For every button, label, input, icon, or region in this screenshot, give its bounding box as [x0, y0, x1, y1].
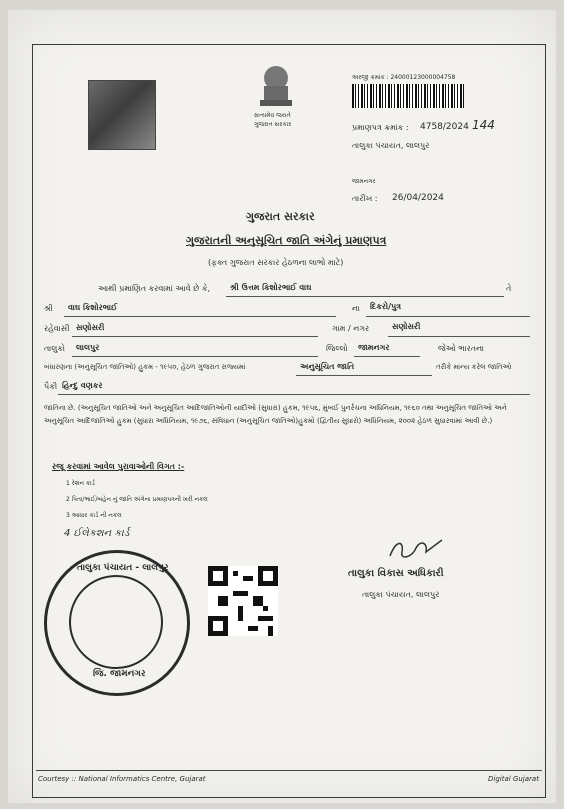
handwritten-suffix: 144 [472, 118, 495, 132]
village: સણોસરી [392, 322, 421, 331]
official-stamp [44, 550, 190, 696]
line3-rule-2 [388, 336, 530, 337]
footer-brand: Digital Gujarat [488, 775, 539, 783]
doc-item-3: 3 આધાર કાર્ડ ની નકલ [66, 512, 122, 519]
stamp-inner-ring [69, 575, 163, 669]
footer-rule [36, 770, 542, 771]
applicant-photo [88, 80, 156, 150]
line2-rule [64, 316, 336, 317]
line3-prefix: રહેવાસી [44, 324, 70, 333]
line1-prefix: આથી પ્રમાણિત કરવામાં આવે છે કે, [98, 284, 211, 293]
line1-suffix: તે [506, 284, 512, 293]
caste-name: હિન્દુ વણકર [62, 381, 103, 390]
line2-rule-2 [366, 316, 530, 317]
taluka: લાલપુર [76, 343, 100, 352]
line4-rule [72, 356, 318, 357]
residence: સણોસરી [76, 323, 105, 332]
legal-paragraph: જાતિના છે. (અનુસૂચિત જાતિઓ અને અનુસૂચિત આદિજાતિઓની યાદીઓ (સુધારા) હુકમ, ૧૯૫૬, મુંબઈ પુનર્રચના અધિનિયમ, ૧૯૬૦ તથા અનુસૂચિત જાતિઓ અને અનુસૂચિત આદિજાતિઓ હુકમ (સુધારા અધિનિયમ, ૧૯૭૬, સંવિધાન (અનુસૂચિત જાતિઓ)હુકમો (દ્વિતીય સુધારો) અધિનિયમ, ૨૦૦૨ હેઠળ સુધારવામાં આવી છે.) [44, 404, 507, 425]
line3-rule [72, 336, 318, 337]
line5-suffix: તરીકે માન્ય કરેલ જાતિઓ [436, 363, 512, 371]
stamp-top-text: તાલુકા પંચાયત - લાલપુર [77, 563, 169, 573]
certificate-no: 4758/2024 [420, 122, 469, 132]
certificate-subtitle: (ફક્ત ગુજરાત સરકાર હેઠળના લાભો માટે) [208, 258, 344, 267]
stamp-bottom-text: જિ. જામનગર [93, 669, 146, 679]
date-label: તારીખ : [352, 194, 378, 203]
docs-heading: રજૂ કરવામાં આવેલ પુરાવાઓની વિગત :- [52, 462, 185, 471]
signatory-title: તાલુકા વિકાસ અધિકારી [348, 568, 444, 579]
line4-mid: જિલ્લો [326, 344, 348, 353]
govt-heading: ગુજરાત સરકાર [246, 210, 315, 223]
line6-prefix: પૈકી [44, 382, 58, 391]
line2-mid: ના [352, 304, 360, 313]
footer-credit: Courtesy :: National Informatics Centre, Gujarat [38, 775, 206, 783]
signatory-office: તાલુકા પંચાયત, લાલપુર [362, 590, 440, 599]
doc-item-2: 2 પિતા/ભાઈ/બહેન નું જાતિ અંગેના પ્રમાણપત્રની ખરી નકલ [66, 496, 208, 503]
certificate-title: ગુજરાતની અનુસૂચિત જાતિ અંગેનું પ્રમાણપત્ર [186, 234, 387, 247]
line6-rule [58, 394, 530, 395]
line4-prefix: તાલુકો [44, 344, 65, 353]
certificate-no-label: પ્રમાણપત્ર ક્રમાંક : [352, 123, 409, 132]
district-value: જામનગર [358, 343, 390, 352]
line1-rule [226, 296, 504, 297]
line4-suffix: જેઓ ભારતના [438, 344, 485, 353]
application-number: અરજી ક્રમાંક : 24000123000004758 [352, 74, 456, 81]
qr-code [208, 566, 278, 636]
doc-item-1: 1 રેશન કાર્ડ [66, 480, 95, 487]
issuing-office: તાલુકા પંચાયત, લાલપુર [352, 141, 430, 150]
line4-rule-2 [354, 356, 420, 357]
relation: દિકરો/પુત્ર [370, 302, 402, 311]
emblem-caption-2: ગુજરાત સરકાર [254, 121, 292, 128]
barcode [352, 84, 464, 108]
holder-name: શ્રી ઉત્તમ કિશોરભાઈ વાઘ [230, 283, 312, 292]
signature-icon [386, 536, 446, 564]
line5-prefix: બંધારણના (અનુસૂચિત જાતિઓ) હુકમ - ૧૯૫૦, હેઠળ ગુજરાત રાજ્યમાં [44, 363, 246, 371]
district: જામનગર [352, 178, 376, 185]
doc-item-4-handwritten: 4 ઈલેકશન કાર્ડ [64, 528, 130, 539]
caste-category: અનુસૂચિત જાતિ [300, 362, 355, 371]
issue-date: 26/04/2024 [392, 193, 444, 203]
line3-mid: ગામ / નગર [332, 324, 370, 333]
father-name: વાઘ કિશોરભાઈ [68, 303, 118, 312]
emblem-caption-1: સત્યમેવ જયતે [254, 112, 291, 119]
line5-rule [296, 375, 432, 376]
line2-prefix: શ્રી [44, 304, 53, 313]
